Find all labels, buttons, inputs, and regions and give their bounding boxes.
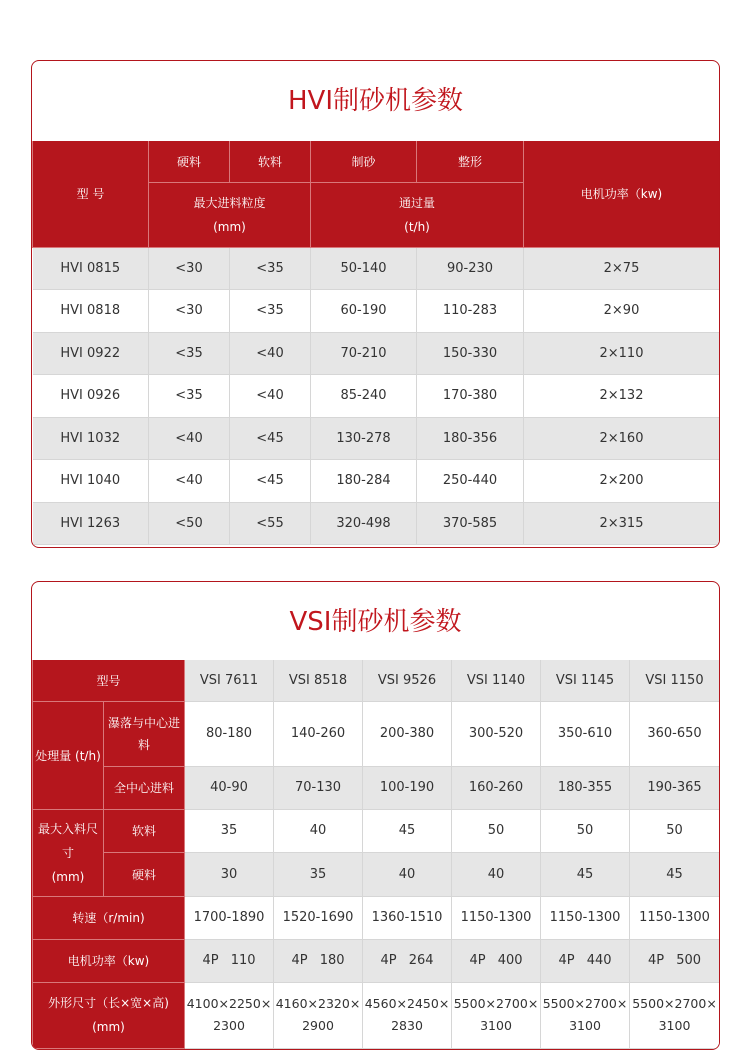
hvi-cell-hard: <40: [149, 460, 230, 503]
hvi-cell-soft: <45: [230, 460, 311, 503]
vsi-cell-dimensions: 4160×2320×2900: [274, 982, 363, 1048]
table-row: [33, 896, 720, 939]
hvi-cell-hard: <30: [149, 290, 230, 333]
vsi-cell-hard: 40: [452, 852, 541, 896]
vsi-cell-soft: 35: [185, 809, 274, 852]
vsi-cell-soft: 40: [274, 809, 363, 852]
hvi-cell-sand: 130-278: [311, 417, 417, 460]
hvi-cell-model: HVI 1263: [33, 502, 149, 545]
hvi-cell-power: 2×160: [524, 417, 720, 460]
hvi-spec-card: [31, 60, 720, 548]
hvi-cell-power: 2×110: [524, 332, 720, 375]
hvi-cell-model: HVI 0815: [33, 247, 149, 290]
hvi-header-throughput-unit: (t/h): [404, 219, 430, 234]
hvi-header-soft: 软料: [230, 141, 311, 182]
hvi-header-throughput: [311, 182, 524, 247]
vsi-label-dimensions-text: 外形尺寸（长×宽×高): [48, 996, 169, 1010]
vsi-label-max-feed-unit: (mm): [51, 869, 85, 884]
vsi-label-hard: 硬料: [104, 852, 185, 896]
table-row: [33, 247, 720, 290]
vsi-cell-speed: 1700-1890: [185, 896, 274, 939]
vsi-cell-center: 70-130: [274, 766, 363, 809]
hvi-header-power: 电机功率（kw): [524, 141, 720, 247]
vsi-label-dimensions-unit: (mm): [92, 1020, 125, 1034]
vsi-spec-card: [31, 581, 720, 1050]
hvi-cell-shape: 180-356: [417, 417, 524, 460]
table-row: [33, 939, 720, 982]
vsi-cell-dimensions: 5500×2700×3100: [541, 982, 630, 1048]
table-row: [33, 660, 720, 701]
vsi-cell-cascade: 80-180: [185, 701, 274, 766]
vsi-cell-cascade: 360-650: [630, 701, 720, 766]
vsi-cell-dimensions: 5500×2700×3100: [630, 982, 720, 1048]
table-row: [33, 375, 720, 418]
hvi-cell-shape: 170-380: [417, 375, 524, 418]
vsi-cell-models: VSI 1150: [630, 660, 720, 701]
hvi-cell-soft: <55: [230, 502, 311, 545]
vsi-cell-dimensions: 5500×2700×3100: [452, 982, 541, 1048]
vsi-label-max-feed-text: 最大入料尺寸: [37, 821, 98, 860]
vsi-label-max-feed: [33, 809, 104, 896]
hvi-spec-table: [32, 141, 720, 545]
vsi-cell-speed: 1360-1510: [363, 896, 452, 939]
vsi-cell-power: 4P 440: [541, 939, 630, 982]
hvi-cell-hard: <30: [149, 247, 230, 290]
vsi-label-power: 电机功率（kw): [33, 939, 185, 982]
hvi-header-shaping: 整形: [417, 141, 524, 182]
hvi-cell-sand: 60-190: [311, 290, 417, 333]
hvi-cell-hard: <35: [149, 375, 230, 418]
vsi-cell-dimensions: 4100×2250×2300: [185, 982, 274, 1048]
hvi-cell-sand: 85-240: [311, 375, 417, 418]
vsi-cell-center: 40-90: [185, 766, 274, 809]
vsi-cell-speed: 1150-1300: [452, 896, 541, 939]
hvi-cell-shape: 370-585: [417, 502, 524, 545]
vsi-cell-cascade: 200-380: [363, 701, 452, 766]
vsi-cell-hard: 35: [274, 852, 363, 896]
vsi-cell-power: 4P 110: [185, 939, 274, 982]
hvi-header-model: 型 号: [33, 141, 149, 247]
vsi-spec-table: [32, 660, 720, 1049]
hvi-cell-shape: 110-283: [417, 290, 524, 333]
hvi-cell-model: HVI 0926: [33, 375, 149, 418]
hvi-cell-soft: <35: [230, 290, 311, 333]
vsi-cell-power: 4P 264: [363, 939, 452, 982]
hvi-cell-power: 2×90: [524, 290, 720, 333]
vsi-cell-models: VSI 1140: [452, 660, 541, 701]
hvi-cell-shape: 150-330: [417, 332, 524, 375]
table-row: [33, 766, 720, 809]
hvi-header-throughput-label: 通过量: [398, 195, 435, 210]
hvi-cell-power: 2×132: [524, 375, 720, 418]
hvi-cell-hard: <40: [149, 417, 230, 460]
hvi-header-sand: 制砂: [311, 141, 417, 182]
hvi-cell-soft: <45: [230, 417, 311, 460]
vsi-title: VSI制砂机参数: [289, 607, 462, 637]
vsi-label-dimensions: [33, 982, 185, 1048]
hvi-cell-model: HVI 0818: [33, 290, 149, 333]
vsi-cell-soft: 45: [363, 809, 452, 852]
vsi-cell-hard: 45: [630, 852, 720, 896]
vsi-cell-soft: 50: [452, 809, 541, 852]
vsi-cell-power: 4P 500: [630, 939, 720, 982]
vsi-label-soft: 软料: [104, 809, 185, 852]
hvi-cell-soft: <40: [230, 375, 311, 418]
hvi-title: HVI制砂机参数: [287, 86, 463, 116]
hvi-cell-soft: <40: [230, 332, 311, 375]
vsi-cell-models: VSI 1145: [541, 660, 630, 701]
hvi-cell-sand: 320-498: [311, 502, 417, 545]
vsi-label-center: 全中心进料: [104, 766, 185, 809]
hvi-cell-hard: <50: [149, 502, 230, 545]
table-row: [33, 460, 720, 503]
vsi-label-model: 型号: [33, 660, 185, 701]
hvi-header-max-feed: [149, 182, 311, 247]
hvi-cell-power: 2×315: [524, 502, 720, 545]
vsi-cell-cascade: 300-520: [452, 701, 541, 766]
table-row: [33, 982, 720, 1048]
vsi-cell-power: 4P 400: [452, 939, 541, 982]
hvi-header-hard: 硬料: [149, 141, 230, 182]
vsi-cell-speed: 1520-1690: [274, 896, 363, 939]
hvi-cell-soft: <35: [230, 247, 311, 290]
hvi-cell-sand: 70-210: [311, 332, 417, 375]
table-row: [33, 502, 720, 545]
vsi-cell-center: 190-365: [630, 766, 720, 809]
vsi-cell-dimensions: 4560×2450×2830: [363, 982, 452, 1048]
vsi-cell-cascade: 350-610: [541, 701, 630, 766]
vsi-label-capacity: 处理量 (t/h): [33, 701, 104, 809]
table-row: [33, 701, 720, 766]
hvi-cell-power: 2×200: [524, 460, 720, 503]
vsi-cell-models: VSI 8518: [274, 660, 363, 701]
hvi-cell-shape: 250-440: [417, 460, 524, 503]
hvi-cell-sand: 50-140: [311, 247, 417, 290]
hvi-cell-sand: 180-284: [311, 460, 417, 503]
hvi-cell-model: HVI 0922: [33, 332, 149, 375]
table-row: [33, 417, 720, 460]
vsi-cell-models: VSI 9526: [363, 660, 452, 701]
table-row: [33, 852, 720, 896]
table-row: [33, 290, 720, 333]
vsi-cell-speed: 1150-1300: [541, 896, 630, 939]
vsi-cell-power: 4P 180: [274, 939, 363, 982]
vsi-cell-hard: 45: [541, 852, 630, 896]
table-row: [33, 332, 720, 375]
hvi-cell-model: HVI 1032: [33, 417, 149, 460]
vsi-label-cascade: 瀑落与中心进料: [104, 701, 185, 766]
vsi-cell-soft: 50: [630, 809, 720, 852]
vsi-cell-center: 100-190: [363, 766, 452, 809]
hvi-cell-model: HVI 1040: [33, 460, 149, 503]
hvi-cell-power: 2×75: [524, 247, 720, 290]
vsi-cell-center: 160-260: [452, 766, 541, 809]
vsi-cell-cascade: 140-260: [274, 701, 363, 766]
vsi-cell-speed: 1150-1300: [630, 896, 720, 939]
hvi-cell-shape: 90-230: [417, 247, 524, 290]
vsi-cell-center: 180-355: [541, 766, 630, 809]
vsi-cell-models: VSI 7611: [185, 660, 274, 701]
vsi-label-speed: 转速（r/min): [33, 896, 185, 939]
vsi-cell-soft: 50: [541, 809, 630, 852]
vsi-cell-hard: 30: [185, 852, 274, 896]
vsi-cell-hard: 40: [363, 852, 452, 896]
hvi-header-max-feed-unit: (mm): [213, 219, 246, 234]
hvi-header-max-feed-label: 最大进料粒度: [193, 195, 266, 210]
hvi-cell-hard: <35: [149, 332, 230, 375]
table-row: [33, 809, 720, 852]
